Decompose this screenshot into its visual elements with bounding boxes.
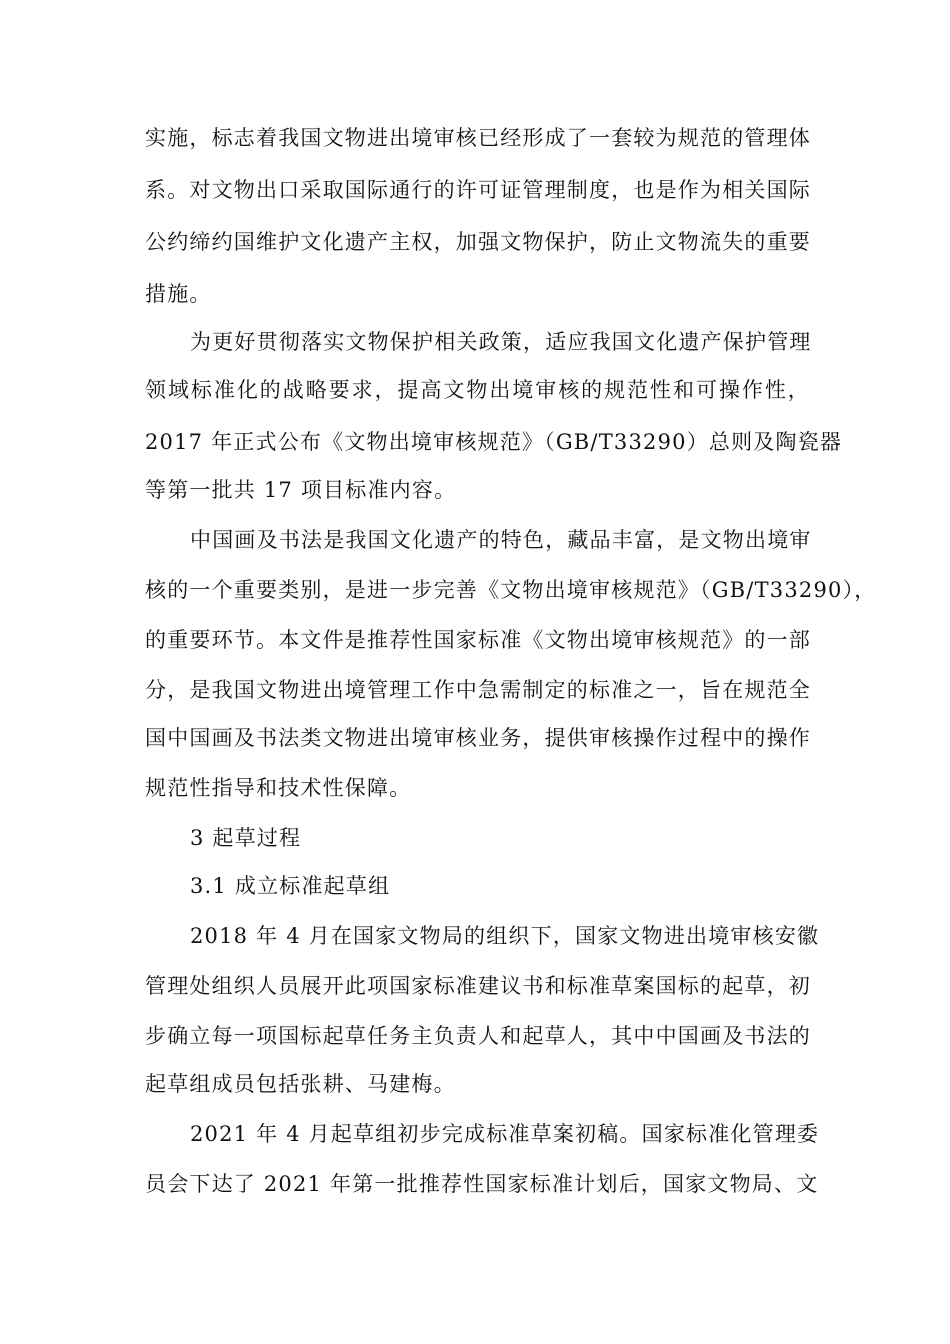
paragraph-3-line-3: 的重要环节。本文件是推荐性国家标准《文物出境审核规范》的一部 <box>145 628 811 652</box>
paragraph-1-line-3: 公约缔约国维护文化遗产主权，加强文物保护，防止文物流失的重要 <box>145 230 811 254</box>
paragraph-2-line-1: 为更好贯彻落实文物保护相关政策，适应我国文化遗产保护管理 <box>190 330 812 354</box>
paragraph-4-line-4: 起草组成员包括张耕、马建梅。 <box>145 1072 456 1096</box>
paragraph-3-line-6: 规范性指导和技术性保障。 <box>145 776 412 800</box>
paragraph-2-line-4: 等第一批共 17 项目标准内容。 <box>145 478 457 502</box>
paragraph-5-line-1: 2021 年 4 月起草组初步完成标准草案初稿。国家标准化管理委 <box>190 1122 820 1146</box>
paragraph-4-line-1: 2018 年 4 月在国家文物局的组织下，国家文物进出境审核安徽 <box>190 924 820 948</box>
paragraph-1-line-2: 系。对文物出口采取国际通行的许可证管理制度，也是作为相关国际 <box>145 178 811 202</box>
paragraph-2-line-3: 2017 年正式公布《文物出境审核规范》（GB/T33290）总则及陶瓷器 <box>145 430 843 454</box>
paragraph-3-line-5: 国中国画及书法类文物进出境审核业务，提供审核操作过程中的操作 <box>145 726 811 750</box>
section-heading: 3 起草过程 <box>190 826 302 850</box>
paragraph-1-line-1: 实施，标志着我国文物进出境审核已经形成了一套较为规范的管理体 <box>145 126 811 150</box>
paragraph-4-line-3: 步确立每一项国标起草任务主负责人和起草人，其中中国画及书法的 <box>145 1024 811 1048</box>
paragraph-3-line-2: 核的一个重要类别，是进一步完善《文物出境审核规范》（GB/T33290）， <box>145 578 877 602</box>
paragraph-1-line-4: 措施。 <box>145 282 212 306</box>
paragraph-4-line-2: 管理处组织人员展开此项国家标准建议书和标准草案国标的起草，初 <box>145 974 811 998</box>
subsection-heading: 3.1 成立标准起草组 <box>190 874 391 898</box>
paragraph-3-line-1: 中国画及书法是我国文化遗产的特色，藏品丰富，是文物出境审 <box>190 528 812 552</box>
paragraph-2-line-2: 领域标准化的战略要求，提高文物出境审核的规范性和可操作性， <box>145 378 810 402</box>
paragraph-3-line-4: 分，是我国文物进出境管理工作中急需制定的标准之一，旨在规范全 <box>145 678 811 702</box>
paragraph-5-line-2: 员会下达了 2021 年第一批推荐性国家标准计划后，国家文物局、文 <box>145 1172 819 1196</box>
